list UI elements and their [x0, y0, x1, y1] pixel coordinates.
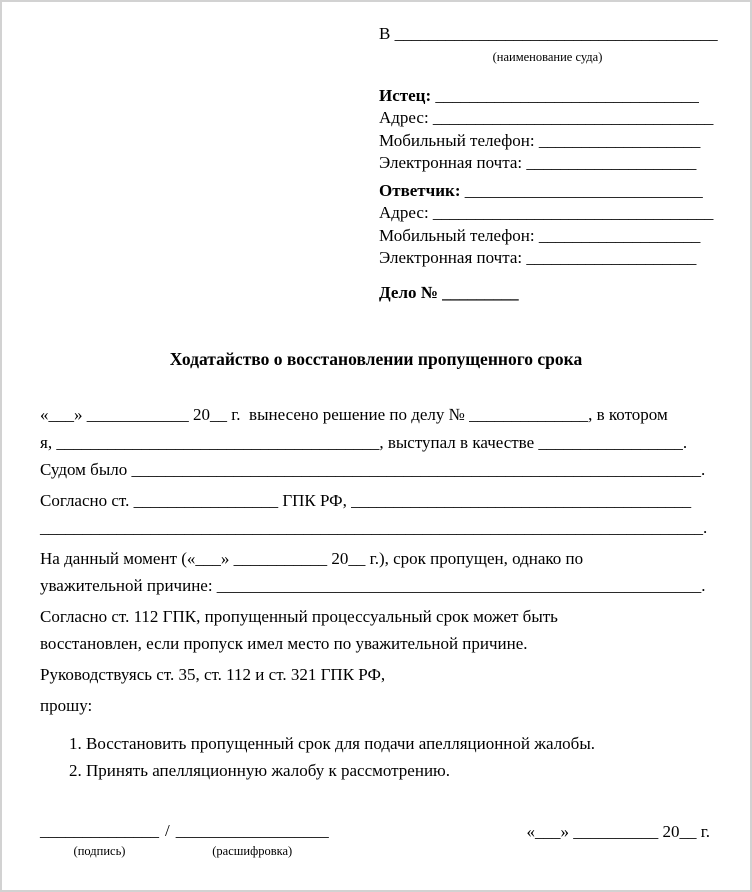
paragraph-decision-line-1: «___» ____________ 20__ г. вынесено решение по делу № ______________, в котором: [40, 405, 668, 424]
plaintiff-address-label: Адрес:: [379, 108, 429, 128]
defendant-email-line: [379, 247, 719, 269]
request-item-accept-appeal: 2. Принять апелляционную жалобу к рассмотрению.: [86, 757, 718, 785]
plaintiff-name-line: [379, 85, 719, 107]
defendant-address-blank: _________________________________: [432, 203, 714, 223]
plaintiff-address-blank: _________________________________: [432, 108, 714, 128]
case-number-label: Дело №: [379, 283, 438, 302]
paragraph-gpk-basis-line-2: ______________________________________________________________________________.: [40, 518, 708, 537]
signature-row: [40, 820, 329, 858]
name-blank: __________________: [175, 821, 329, 840]
name-column: [176, 820, 329, 858]
signature-section: [40, 820, 329, 858]
defendant-email-label: Электронная почта:: [379, 247, 523, 267]
court-name-line: [379, 24, 716, 44]
defendant-email-blank: ____________________: [526, 247, 697, 267]
paragraph-decision: [40, 401, 718, 484]
court-prefix: В: [379, 24, 391, 43]
paragraph-article-112: [40, 603, 718, 658]
defendant-label: Ответчик:: [379, 181, 461, 200]
plaintiff-label: Истец:: [379, 86, 432, 105]
defendant-block: [379, 180, 719, 269]
paragraph-missed-deadline-line-2: уважительной причине: _________________________________________________________.: [40, 576, 706, 595]
defendant-name-line: [379, 180, 719, 202]
defendant-address-line: [379, 202, 719, 224]
paragraph-article-112-line-2: восстановлен, если пропуск имел место по уважительной причине.: [40, 634, 528, 653]
signature-slash: /: [165, 821, 170, 840]
request-list: [40, 730, 718, 785]
paragraph-missed-deadline-line-1: На данный момент («___» ___________ 20__ г.), срок пропущен, однако по: [40, 548, 584, 568]
case-number-blank: _________: [442, 283, 519, 302]
paragraph-decision-line-3: Судом было ___________________________________________________________________.: [40, 460, 706, 479]
date-line: «___» __________ 20__ г.: [526, 822, 710, 841]
paragraph-guided-by: Руководствуясь ст. 35, ст. 112 и ст. 321 ГПК РФ,: [40, 664, 386, 684]
paragraph-gpk-basis: [40, 487, 718, 542]
defendant-phone-label: Мобильный телефон:: [379, 225, 535, 245]
case-number-line: [379, 283, 519, 303]
signature-blank: ______________: [40, 821, 159, 840]
defendant-address-label: Адрес:: [379, 203, 429, 223]
plaintiff-email-label: Электронная почта:: [379, 152, 523, 172]
paragraph-article-112-line-1: Согласно ст. 112 ГПК, пропущенный процессуальный срок может быть: [40, 606, 558, 626]
paragraph-missed-deadline: [40, 545, 718, 600]
paragraph-gpk-basis-line-1: Согласно ст. _________________ ГПК РФ, ________________________________________: [40, 490, 692, 510]
court-name-caption: (наименование суда): [492, 50, 603, 64]
defendant-phone-line: [379, 225, 719, 247]
plaintiff-phone-line: [379, 130, 719, 152]
defendant-phone-blank: ___________________: [538, 225, 701, 245]
plaintiff-name-blank: _______________________________: [435, 86, 699, 105]
court-name-blank: ______________________________________: [394, 24, 718, 43]
plaintiff-block: [379, 85, 719, 174]
paragraph-decision-line-2: я, ______________________________________, выступал в качестве _________________.: [40, 432, 688, 452]
plaintiff-address-line: [379, 107, 719, 129]
plaintiff-email-line: [379, 152, 719, 174]
request-intro: прошу:: [40, 696, 93, 715]
plaintiff-email-blank: ____________________: [526, 152, 697, 172]
signature-caption: (подпись): [73, 844, 126, 858]
name-caption: (расшифровка): [212, 844, 293, 858]
document-body: [40, 401, 718, 785]
plaintiff-phone-blank: ___________________: [538, 130, 701, 150]
signature-column: [40, 820, 159, 858]
defendant-name-blank: ____________________________: [464, 181, 703, 200]
request-item-restore-deadline: 1. Восстановить пропущенный срок для подачи апелляционной жалобы.: [86, 730, 718, 758]
plaintiff-phone-label: Мобильный телефон:: [379, 130, 535, 150]
document-title: Ходатайство о восстановлении пропущенного срока: [169, 349, 583, 369]
